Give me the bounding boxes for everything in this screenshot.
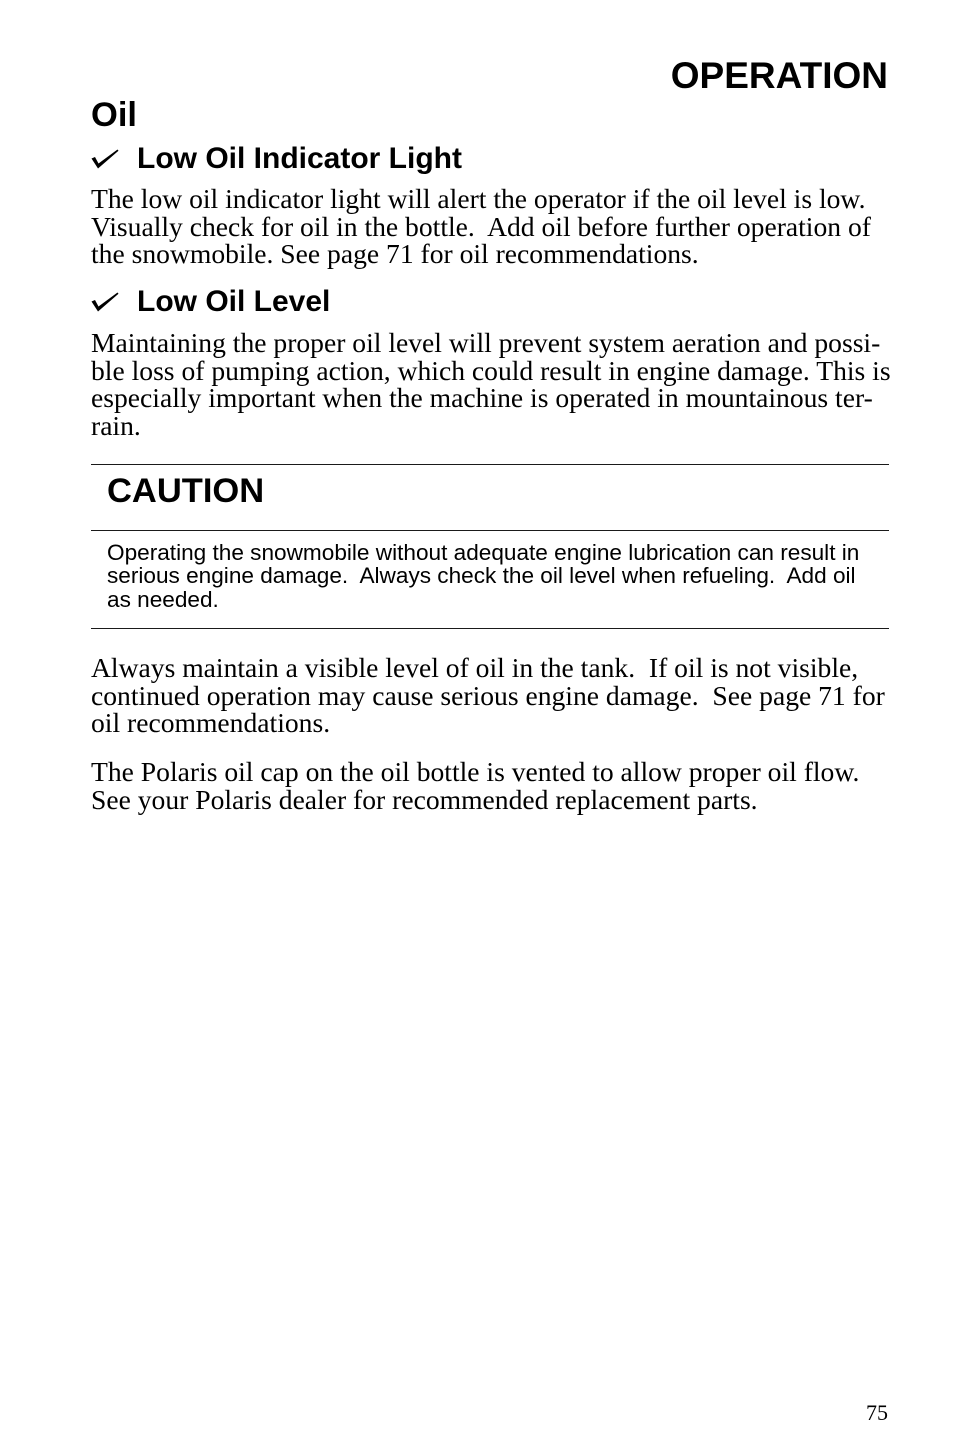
paragraph-line: especially important when the machine is operated in mountainous ter- [91, 382, 873, 414]
paragraph-line: the snowmobile. See page 71 for oil recommendations. [91, 238, 699, 270]
paragraph-line: ble loss of pumping action, which could result in engine damage. This is [91, 354, 891, 386]
page-number: 75 [866, 1400, 888, 1425]
paragraph-line: The low oil indicator light will alert the operator if the oil level is low. [91, 183, 866, 214]
subsection-heading [91, 287, 889, 317]
caution-top-rule [91, 464, 889, 465]
paragraph-line: The Polaris oil cap on the oil bottle is vented to allow proper oil flow. [91, 756, 860, 787]
paragraph [91, 329, 901, 440]
paragraph-line: See your Polaris dealer for recommended replacement parts. [91, 783, 758, 815]
paragraph-line: Maintaining the proper oil level will prevent system aeration and possi- [91, 327, 881, 358]
caution-text [107, 541, 887, 612]
section-title: OPERATION [670, 55, 888, 96]
paragraph [91, 758, 901, 813]
caution-line: as needed. [107, 586, 219, 612]
subsection-title: Low Oil Level [137, 285, 331, 318]
paragraph-line: Visually check for oil in the bottle. Add oil before further operation of [91, 210, 871, 242]
subsection-title: Low Oil Indicator Light [137, 142, 462, 175]
caution-title: CAUTION [107, 472, 265, 510]
caution-box [91, 464, 889, 629]
paragraph-line: oil recommendations. [91, 707, 331, 739]
caution-line: serious engine damage. Always check the oil level when refueling. Add oil [107, 563, 856, 588]
check-icon [91, 292, 119, 312]
paragraph-line: rain. [91, 410, 141, 442]
caution-line: Operating the snowmobile without adequate engine lubrication can result in [107, 539, 860, 565]
paragraph [91, 185, 901, 268]
caution-bottom-rule [91, 628, 889, 629]
paragraph-line: continued operation may cause serious engine damage. See page 71 for [91, 679, 885, 711]
page-heading: Oil [91, 96, 138, 134]
check-icon [91, 149, 119, 169]
paragraph-line: Always maintain a visible level of oil in the tank. If oil is not visible, [91, 652, 859, 683]
caution-divider [91, 530, 889, 531]
subsection-heading [91, 144, 889, 174]
paragraph [91, 654, 901, 737]
